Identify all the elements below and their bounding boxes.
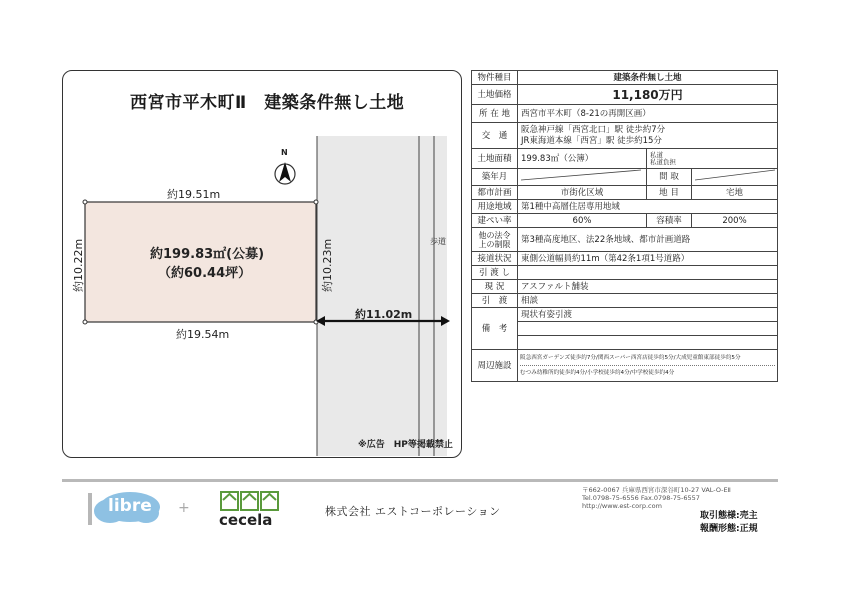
kind-label: 物件種目 <box>472 71 518 85</box>
plus-icon: + <box>178 500 190 516</box>
row-location <box>472 105 778 123</box>
commission-type: 報酬形態:正規 <box>700 524 758 534</box>
city-plan-value: 市街化区域 <box>518 186 647 200</box>
traffic-label: 交 通 <box>472 123 518 149</box>
dimension-left: 約10.22m <box>72 238 85 292</box>
dimension-right: 約10.23m <box>321 238 334 292</box>
row-road <box>472 252 778 266</box>
land-category-label: 地 目 <box>647 186 692 200</box>
lot-area-main: 約199.83㎡(公募) <box>150 247 265 262</box>
lot-corner-marker <box>83 320 87 324</box>
layout-label: 間 取 <box>647 169 692 186</box>
row-handover <box>472 266 778 280</box>
built-value <box>518 169 647 186</box>
row-other-law <box>472 228 778 252</box>
far-value: 200% <box>692 214 778 228</box>
built-value-strikeout <box>521 169 641 181</box>
kind-value: 建築条件無し土地 <box>518 71 778 85</box>
other-law-label: 他の法令上の制限 <box>472 228 518 252</box>
cecela-logo-text: cecela <box>219 511 273 529</box>
dimension-top: 約19.51m <box>167 188 221 201</box>
handover-value <box>518 266 778 280</box>
land-area-note-2: 私道負担 <box>650 157 676 166</box>
remarks-blank-1 <box>518 322 778 336</box>
property-info-table <box>471 70 778 382</box>
land-area-value: 199.83㎡（公簿） <box>518 149 647 169</box>
price-label: 土地価格 <box>472 85 518 105</box>
site-plan-drawing <box>62 70 462 458</box>
company-url: http://www.est-corp.com <box>582 502 662 510</box>
land-category-value: 宅地 <box>692 186 778 200</box>
zoning-value: 第1種中高層住居専用地域 <box>518 200 778 214</box>
address-line-2: Tel.0798-75-6556 Fax.0798-75-6557 <box>582 494 700 502</box>
road-area <box>317 136 447 456</box>
sidewalk-label: 歩道 <box>430 237 446 246</box>
location-value: 西宮市平木町（8-21の再開区画） <box>518 105 778 123</box>
delivery-label: 引 渡 <box>472 294 518 308</box>
row-delivery <box>472 294 778 308</box>
row-built <box>472 169 778 186</box>
land-area-note-1: 私道 <box>650 150 663 159</box>
lot-corner-marker <box>83 200 87 204</box>
layout-value <box>692 169 778 186</box>
row-zoning <box>472 200 778 214</box>
row-current <box>472 280 778 294</box>
current-label: 現 況 <box>472 280 518 294</box>
remarks-blank-2 <box>518 336 778 350</box>
ad-notice: ※広告 HP等掲載禁止 <box>358 440 453 450</box>
row-remarks-2 <box>472 322 778 336</box>
remarks-value: 現状有姿引渡 <box>518 308 778 322</box>
delivery-value: 相談 <box>518 294 778 308</box>
map-title: 西宮市平木町Ⅱ 建築条件無し土地 <box>130 93 405 113</box>
road-width-label: 約11.02m <box>355 308 413 321</box>
facilities-line-1: 阪急西宮ガーデンズ徒歩約7分/関西スーパー西宮店徒歩約5分/大成児童館東部徒歩約5分 <box>520 355 741 361</box>
facilities-label: 周辺施設 <box>472 350 518 382</box>
traffic-line-2: JR東海道本線「西宮」駅 徒歩約15分 <box>521 135 662 146</box>
dimension-bottom: 約19.54m <box>176 328 230 341</box>
current-value: アスファルト舗装 <box>518 280 778 294</box>
footer-divider <box>62 479 778 482</box>
row-coverage <box>472 214 778 228</box>
road-value: 東側公道幅員約11m（第42条1項1号道路） <box>518 252 778 266</box>
road-label: 接道状況 <box>472 252 518 266</box>
north-arrow-icon <box>275 162 295 184</box>
handover-label: 引 渡 し <box>472 266 518 280</box>
north-label: N <box>281 148 288 157</box>
trade-mode: 取引態様:売主 <box>700 511 758 521</box>
facilities-line-2: むつみ幼稚所約徒歩約4分/小学校徒歩約4分/中学校徒歩約4分 <box>520 365 775 377</box>
layout-value-strikeout <box>695 169 775 181</box>
row-remarks-1 <box>472 308 778 322</box>
row-traffic <box>472 123 778 149</box>
libre-logo-text: libre <box>108 496 152 516</box>
traffic-line-1: 阪急神戸線「西宮北口」駅 徒歩約7分 <box>521 124 666 135</box>
row-facilities <box>472 350 778 382</box>
row-kind <box>472 71 778 85</box>
location-label: 所 在 地 <box>472 105 518 123</box>
row-land-area <box>472 149 778 169</box>
land-area-label: 土地面積 <box>472 149 518 169</box>
row-remarks-3 <box>472 336 778 350</box>
row-price <box>472 85 778 105</box>
company-name: 株式会社 エストコーポレーション <box>325 505 501 518</box>
remarks-label: 備 考 <box>472 308 518 350</box>
lot-area-sub: （約60.44坪） <box>158 266 252 281</box>
other-law-value: 第3種高度地区、法22条地域、都市計画道路 <box>518 228 778 252</box>
address-line-1: 〒662-0067 兵庫県西宮市深谷町10-27 VAL-O-EⅡ <box>582 486 731 494</box>
cecela-house-icon <box>219 490 281 512</box>
city-plan-label: 都市計画 <box>472 186 518 200</box>
zoning-label: 用途地域 <box>472 200 518 214</box>
row-city-plan <box>472 186 778 200</box>
built-label: 築年月 <box>472 169 518 186</box>
price-value: 11,180万円 <box>518 85 778 105</box>
coverage-label: 建ぺい率 <box>472 214 518 228</box>
far-label: 容積率 <box>647 214 692 228</box>
coverage-value: 60% <box>518 214 647 228</box>
lot-corner-marker <box>314 200 318 204</box>
